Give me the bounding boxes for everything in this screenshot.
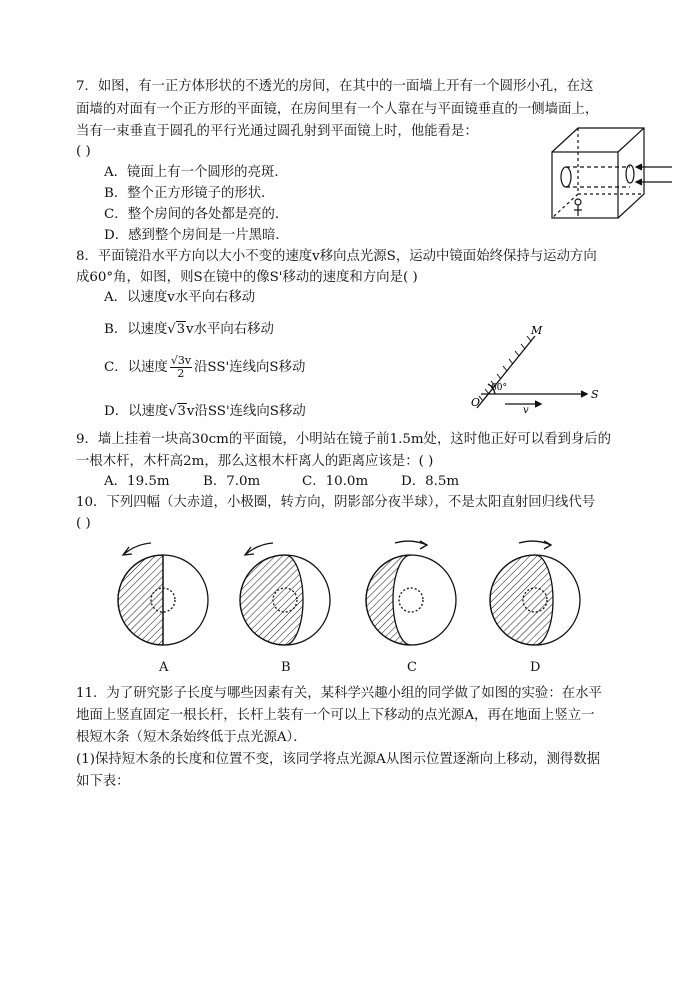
q8-line-2: 成60°角，如图，则S在镜中的像S'移动的速度和方向是( ) xyxy=(76,270,418,285)
q8-option-d xyxy=(104,402,306,421)
q7-option-d: D．感到整个房间是一片黑暗． xyxy=(104,228,289,243)
sqrt-3: √3 xyxy=(168,404,186,419)
q11-line-3: 根短木条（短木条始终低于点光源A）． xyxy=(76,730,307,745)
q7-option-a: A．镜面上有一个圆形的亮斑． xyxy=(104,165,288,180)
fraction-sqrt3v-over-2: $\frac{√3v}{2}$ xyxy=(170,354,192,380)
person-head xyxy=(575,199,581,205)
q8-option-c xyxy=(104,355,305,381)
globe-label-a: A xyxy=(159,660,169,675)
globe-b xyxy=(240,543,330,645)
source-label-s: S xyxy=(591,388,599,401)
q7-line-3: 当有一束垂直于圆孔的平行光通过圆孔射到平面镜上时，他能看是： xyxy=(76,124,478,139)
q10-line-1: 10．下列四幅（大赤道，小极圈，转方向，阴影部分夜半球），不是太阳直射回归线代号 xyxy=(76,495,596,510)
q7-line-1: 7．如图，有一正方体形状的不透光的房间，在其中的一面墙上开有一个圆形小孔，在这 xyxy=(76,79,594,94)
origin-label-o: O xyxy=(471,396,481,409)
sqrt-3: √3 xyxy=(167,322,185,337)
q7-line-2: 面墙的对面有一个正方形的平面镜，在房间里有一个人靠在与平面镜垂直的一侧墙面上， xyxy=(76,102,599,117)
q9-option-a: A．19.5m xyxy=(104,474,170,489)
globe-label-d: D xyxy=(530,660,541,675)
globe-label-c: C xyxy=(407,660,417,675)
moving-mirror-figure xyxy=(465,322,615,414)
q8-line-1: 8．平面镜沿水平方向以大小不变的速度v移向点光源S，运动中镜面始终保持与运动方向 xyxy=(76,249,597,264)
q8-option-b-prefix: B．以速度 xyxy=(104,322,168,337)
cube-front-face xyxy=(552,152,618,218)
q11-line-4: (1)保持短木条的长度和位置不变，该同学将点光源A从图示位置逐渐向上移动，测得数据 xyxy=(76,752,601,767)
q8-option-c-prefix: C．以速度 xyxy=(104,360,168,375)
q7-option-c: C．整个房间的各处都是亮的． xyxy=(104,207,289,222)
q8-option-d-suffix: v沿SS'连线向S移动 xyxy=(186,404,306,419)
q11-line-5: 如下表： xyxy=(76,774,130,789)
globe-a xyxy=(118,543,208,645)
q9-line-1: 9．墙上挂着一块高30cm的平面镜，小明站在镜子前1.5m处，这时他正好可以看到身后的 xyxy=(76,432,612,447)
q8-option-d-prefix: D．以速度 xyxy=(104,404,169,419)
q9-option-c: C．10.0m xyxy=(302,474,369,489)
q7-option-b: B．整个正方形镜子的形状． xyxy=(104,186,275,201)
q7-answer-blank: ( ) xyxy=(76,144,91,159)
q9-line-2: 一根木杆，木杆高2m，那么这根木杆离人的距离应该是：( ) xyxy=(76,454,434,469)
angle-label: 60° xyxy=(491,383,507,393)
round-hole xyxy=(626,165,634,183)
q8-option-b-suffix: v水平向右移动 xyxy=(185,322,274,337)
globe-label-b: B xyxy=(281,660,291,675)
mirror-label-m: M xyxy=(531,324,543,337)
q11-line-2: 地面上竖直固定一根长杆，长杆上装有一个可以上下移动的点光源A，再在地面上竖立一 xyxy=(76,708,595,723)
mirror-line xyxy=(477,336,535,408)
q11-line-1: 11．为了研究影子长度与哪些因素有关，某科学兴趣小组的同学做了如图的实验：在水平 xyxy=(76,686,602,701)
q9-option-b: B．7.0m xyxy=(203,474,261,489)
q10-line-2: ( ) xyxy=(76,516,91,531)
q8-option-c-suffix: 沿SS'连线向S移动 xyxy=(194,360,306,375)
globe-d xyxy=(490,541,580,645)
cube-room-figure xyxy=(548,122,678,222)
q9-option-d: D．8.5m xyxy=(401,474,460,489)
globe-c xyxy=(366,541,456,645)
globe-figures xyxy=(105,535,595,675)
q8-option-a: A．以速度v水平向右移动 xyxy=(104,290,256,305)
velocity-label-v: v xyxy=(523,405,529,416)
q8-option-b xyxy=(104,320,274,339)
mirror-spot xyxy=(561,167,571,187)
